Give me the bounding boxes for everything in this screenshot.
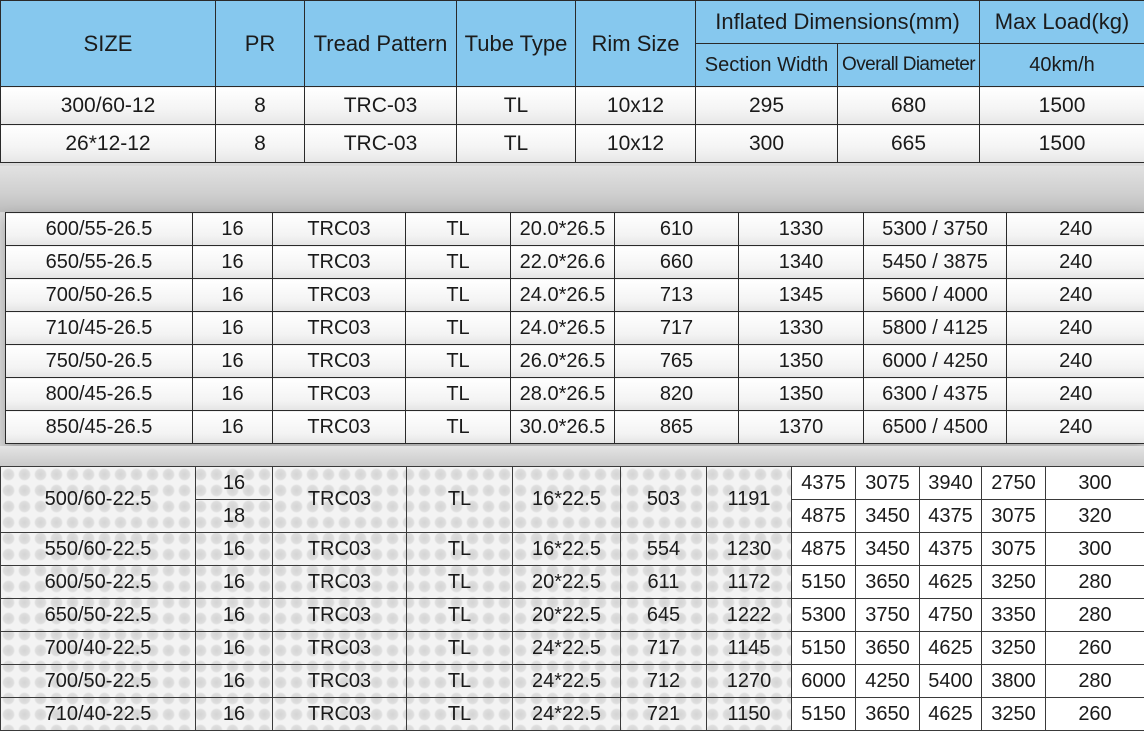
- cell-load: 4375: [920, 500, 982, 533]
- cell-rim: 30.0*26.5: [511, 411, 615, 444]
- cell-load: 6000: [792, 665, 856, 698]
- cell-load: 3800: [982, 665, 1046, 698]
- cell-load: 3075: [982, 500, 1046, 533]
- table-row: [6, 378, 1144, 411]
- cell-rim: 20.0*26.5: [511, 213, 615, 246]
- cell-size: 700/40-22.5: [1, 632, 196, 665]
- cell-tread: TRC03: [273, 467, 407, 533]
- cell-width: 820: [615, 378, 739, 411]
- cell-rim: 16*22.5: [513, 533, 621, 566]
- cell-size: 710/40-22.5: [1, 698, 196, 731]
- cell-value: 240: [1007, 378, 1144, 411]
- cell-rim: 24.0*26.5: [511, 279, 615, 312]
- cell-load-pair: 5300 / 3750: [864, 213, 1007, 246]
- cell-tube: TL: [407, 599, 513, 632]
- cell-tread: TRC03: [273, 632, 407, 665]
- cell-tread: TRC03: [273, 665, 407, 698]
- tire-spec-table-2: [5, 212, 1144, 444]
- cell-tube: TL: [407, 533, 513, 566]
- cell-width: 712: [621, 665, 707, 698]
- cell-size: 550/60-22.5: [1, 533, 196, 566]
- cell-width: 660: [615, 246, 739, 279]
- table-row: [6, 246, 1144, 279]
- cell-diameter: 1172: [707, 566, 792, 599]
- cell-tread: TRC-03: [305, 125, 457, 163]
- cell-load: 2750: [982, 467, 1046, 500]
- cell-diameter: 1191: [707, 467, 792, 533]
- cell-load: 4625: [920, 566, 982, 599]
- cell-diameter: 1222: [707, 599, 792, 632]
- cell-width: 645: [621, 599, 707, 632]
- header-max-load: Max Load(kg): [980, 1, 1144, 44]
- cell-diameter: 1330: [739, 213, 864, 246]
- cell-tread: TRC03: [273, 279, 406, 312]
- header-row-1: [1, 1, 1144, 44]
- cell-load: 5150: [792, 632, 856, 665]
- table-row: [1, 599, 1144, 632]
- cell-diameter: 1350: [739, 378, 864, 411]
- cell-tube: TL: [407, 632, 513, 665]
- header-tread-pattern: Tread Pattern: [305, 1, 457, 87]
- cell-pr: 18: [196, 500, 273, 533]
- cell-tube: TL: [457, 87, 576, 125]
- cell-width: 503: [621, 467, 707, 533]
- cell-tread: TRC03: [273, 246, 406, 279]
- cell-size: 600/55-26.5: [6, 213, 193, 246]
- cell-load: 5400: [920, 665, 982, 698]
- cell-pr: 16: [196, 467, 273, 500]
- cell-tube: TL: [406, 246, 511, 279]
- cell-width: 611: [621, 566, 707, 599]
- cell-value: 240: [1007, 279, 1144, 312]
- cell-rim: 28.0*26.5: [511, 378, 615, 411]
- cell-load: 4375: [792, 467, 856, 500]
- cell-load: 3940: [920, 467, 982, 500]
- cell-value: 260: [1046, 632, 1144, 665]
- cell-rim: 24*22.5: [513, 632, 621, 665]
- table-row: [1, 87, 1144, 125]
- cell-load: 3450: [856, 500, 920, 533]
- section-divider-band: [0, 166, 1144, 212]
- cell-load: 4750: [920, 599, 982, 632]
- cell-value: 260: [1046, 698, 1144, 731]
- header-pr: PR: [216, 1, 305, 87]
- cell-width: 717: [621, 632, 707, 665]
- cell-pr: 16: [193, 378, 273, 411]
- cell-load: 4375: [920, 533, 982, 566]
- cell-load-pair: 5600 / 4000: [864, 279, 1007, 312]
- cell-diameter: 1370: [739, 411, 864, 444]
- cell-tube: TL: [407, 698, 513, 731]
- cell-diameter: 1345: [739, 279, 864, 312]
- table-row: [1, 632, 1144, 665]
- cell-load: 3075: [856, 467, 920, 500]
- cell-tread: TRC03: [273, 599, 407, 632]
- cell-max-load: 1500: [980, 125, 1144, 163]
- cell-rim: 20*22.5: [513, 566, 621, 599]
- cell-load: 4875: [792, 500, 856, 533]
- table-row: [1, 125, 1144, 163]
- cell-width: 713: [615, 279, 739, 312]
- cell-diameter: 1330: [739, 312, 864, 345]
- cell-value: 240: [1007, 312, 1144, 345]
- cell-rim: 24*22.5: [513, 698, 621, 731]
- cell-load-pair: 5800 / 4125: [864, 312, 1007, 345]
- cell-pr: 8: [216, 125, 305, 163]
- header-speed: 40km/h: [980, 44, 1144, 87]
- cell-tread: TRC03: [273, 378, 406, 411]
- cell-rim: 26.0*26.5: [511, 345, 615, 378]
- cell-value: 300: [1046, 467, 1144, 500]
- cell-load: 4625: [920, 632, 982, 665]
- cell-diameter: 1270: [707, 665, 792, 698]
- cell-rim: 24.0*26.5: [511, 312, 615, 345]
- cell-tube: TL: [406, 312, 511, 345]
- cell-tube: TL: [407, 665, 513, 698]
- cell-value: 280: [1046, 566, 1144, 599]
- cell-size: 300/60-12: [1, 87, 216, 125]
- header-tube-type: Tube Type: [457, 1, 576, 87]
- cell-tread: TRC03: [273, 213, 406, 246]
- cell-pr: 8: [216, 87, 305, 125]
- cell-diameter: 1340: [739, 246, 864, 279]
- cell-value: 320: [1046, 500, 1144, 533]
- table-row: [6, 345, 1144, 378]
- cell-load: 5300: [792, 599, 856, 632]
- cell-load-pair: 5450 / 3875: [864, 246, 1007, 279]
- cell-value: 240: [1007, 345, 1144, 378]
- cell-load-pair: 6300 / 4375: [864, 378, 1007, 411]
- cell-load: 3250: [982, 632, 1046, 665]
- cell-overall-diameter: 665: [838, 125, 980, 163]
- cell-diameter: 1150: [707, 698, 792, 731]
- cell-max-load: 1500: [980, 87, 1144, 125]
- cell-pr: 16: [196, 665, 273, 698]
- cell-load: 4625: [920, 698, 982, 731]
- cell-pr: 16: [196, 533, 273, 566]
- table-row: [1, 533, 1144, 566]
- cell-pr: 16: [196, 698, 273, 731]
- cell-value: 240: [1007, 411, 1144, 444]
- cell-load: 3650: [856, 632, 920, 665]
- cell-size: 26*12-12: [1, 125, 216, 163]
- cell-overall-diameter: 680: [838, 87, 980, 125]
- cell-load: 4875: [792, 533, 856, 566]
- cell-size: 700/50-26.5: [6, 279, 193, 312]
- cell-tread: TRC03: [273, 345, 406, 378]
- cell-tube: TL: [406, 378, 511, 411]
- cell-load: 3450: [856, 533, 920, 566]
- cell-size: 500/60-22.5: [1, 467, 196, 533]
- cell-load: 5150: [792, 566, 856, 599]
- cell-size: 650/50-22.5: [1, 599, 196, 632]
- cell-tread: TRC03: [273, 698, 407, 731]
- table-row: [1, 566, 1144, 599]
- cell-value: 300: [1046, 533, 1144, 566]
- cell-section-width: 300: [696, 125, 838, 163]
- cell-width: 717: [615, 312, 739, 345]
- header-section-width: Section Width: [696, 44, 838, 87]
- cell-tread: TRC03: [273, 411, 406, 444]
- cell-size: 710/45-26.5: [6, 312, 193, 345]
- cell-size: 600/50-22.5: [1, 566, 196, 599]
- table-row: [1, 467, 1144, 500]
- cell-load: 3250: [982, 698, 1046, 731]
- cell-tube: TL: [406, 213, 511, 246]
- cell-width: 554: [621, 533, 707, 566]
- table-row: [1, 698, 1144, 731]
- cell-tube: TL: [457, 125, 576, 163]
- cell-load: 3075: [982, 533, 1046, 566]
- cell-load-pair: 6000 / 4250: [864, 345, 1007, 378]
- cell-size: 750/50-26.5: [6, 345, 193, 378]
- cell-width: 865: [615, 411, 739, 444]
- cell-rim: 22.0*26.6: [511, 246, 615, 279]
- cell-tread: TRC03: [273, 533, 407, 566]
- cell-tube: TL: [407, 566, 513, 599]
- table-row: [6, 279, 1144, 312]
- cell-diameter: 1230: [707, 533, 792, 566]
- cell-pr: 16: [193, 411, 273, 444]
- cell-load: 3250: [982, 566, 1046, 599]
- cell-pr: 16: [196, 599, 273, 632]
- cell-width: 721: [621, 698, 707, 731]
- cell-size: 650/55-26.5: [6, 246, 193, 279]
- cell-value: 240: [1007, 246, 1144, 279]
- cell-pr: 16: [193, 213, 273, 246]
- cell-load-pair: 6500 / 4500: [864, 411, 1007, 444]
- cell-load: 5150: [792, 698, 856, 731]
- header-rim-size: Rim Size: [576, 1, 696, 87]
- cell-rim: 10x12: [576, 125, 696, 163]
- cell-tread: TRC03: [273, 312, 406, 345]
- cell-width: 765: [615, 345, 739, 378]
- header-inflated-dimensions: Inflated Dimensions(mm): [696, 1, 980, 44]
- cell-size: 850/45-26.5: [6, 411, 193, 444]
- cell-section-width: 295: [696, 87, 838, 125]
- section-divider-strip: [0, 446, 1144, 466]
- table-row: [6, 213, 1144, 246]
- table-row: [6, 411, 1144, 444]
- cell-load: 3750: [856, 599, 920, 632]
- cell-tread: TRC-03: [305, 87, 457, 125]
- cell-rim: 20*22.5: [513, 599, 621, 632]
- header-size: SIZE: [1, 1, 216, 87]
- cell-tread: TRC03: [273, 566, 407, 599]
- cell-diameter: 1350: [739, 345, 864, 378]
- cell-load: 3650: [856, 566, 920, 599]
- cell-rim: 24*22.5: [513, 665, 621, 698]
- tire-spec-table-1: [0, 0, 1144, 163]
- tire-spec-table-3: [0, 466, 1144, 731]
- cell-tube: TL: [406, 345, 511, 378]
- cell-rim: 16*22.5: [513, 467, 621, 533]
- cell-diameter: 1145: [707, 632, 792, 665]
- header-overall-diameter: Overall Diameter: [838, 44, 980, 87]
- cell-value: 280: [1046, 665, 1144, 698]
- cell-pr: 16: [196, 566, 273, 599]
- cell-pr: 16: [193, 345, 273, 378]
- cell-pr: 16: [196, 632, 273, 665]
- cell-tube: TL: [407, 467, 513, 533]
- cell-load: 3350: [982, 599, 1046, 632]
- table-row: [1, 665, 1144, 698]
- cell-pr: 16: [193, 279, 273, 312]
- cell-width: 610: [615, 213, 739, 246]
- cell-rim: 10x12: [576, 87, 696, 125]
- cell-value: 240: [1007, 213, 1144, 246]
- cell-pr: 16: [193, 312, 273, 345]
- cell-pr: 16: [193, 246, 273, 279]
- cell-load: 3650: [856, 698, 920, 731]
- cell-load: 4250: [856, 665, 920, 698]
- table-row: [6, 312, 1144, 345]
- cell-tube: TL: [406, 411, 511, 444]
- cell-tube: TL: [406, 279, 511, 312]
- cell-size: 700/50-22.5: [1, 665, 196, 698]
- cell-value: 280: [1046, 599, 1144, 632]
- cell-size: 800/45-26.5: [6, 378, 193, 411]
